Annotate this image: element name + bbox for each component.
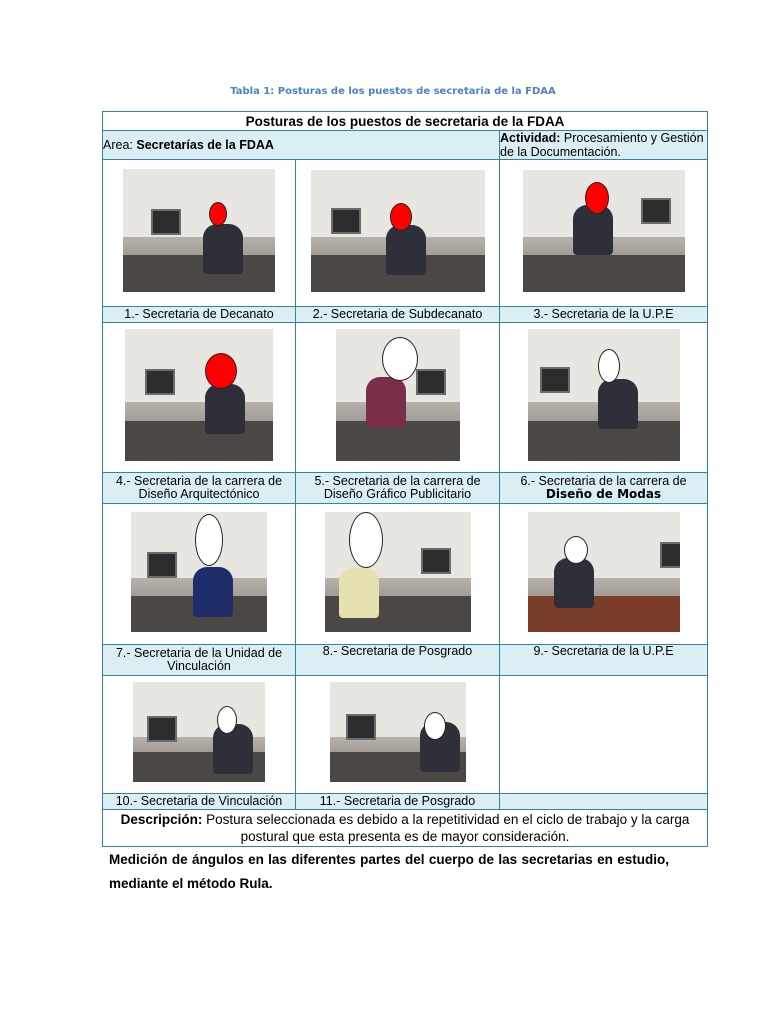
- photo-cell: [296, 160, 500, 307]
- photo-secretaria-diseno-modas: [528, 329, 680, 461]
- photo-secretaria-vinculacion: [133, 682, 265, 782]
- face-mask: [585, 182, 609, 214]
- photo-secretaria-subdecanato: [311, 170, 485, 292]
- photo-cell: [296, 323, 500, 473]
- face-mask: [217, 706, 237, 734]
- photo-cell: [500, 160, 708, 307]
- footer-paragraph: Medición de ángulos en las diferentes partes del cuerpo de las secretarias en estudio, mediante el método Rula.: [109, 852, 669, 891]
- table-caption: Tabla 1: Posturas de los puestos de secretaria de la FDAA: [230, 86, 556, 97]
- photo-secretaria-unidad-vinculacion: [131, 512, 267, 632]
- face-mask: [382, 337, 418, 381]
- caption-1: 1.- Secretaria de Decanato: [103, 307, 296, 323]
- photo-secretaria-diseno-grafico: [336, 329, 460, 461]
- caption-7: 7.- Secretaria de la Unidad de Vinculación: [103, 645, 296, 676]
- caption-6: [500, 473, 708, 504]
- face-mask: [598, 349, 620, 383]
- photo-secretaria-upe-2: [528, 512, 680, 632]
- face-mask: [349, 512, 383, 568]
- area-cell: [103, 131, 500, 160]
- photo-secretaria-posgrado: [325, 512, 471, 632]
- photo-cell: [103, 676, 296, 794]
- description-text: Postura seleccionada es debido a la repetitividad en el ciclo de trabajo y la carga postural que esta presenta es de mayor consideración.: [202, 812, 690, 844]
- photo-cell: [500, 323, 708, 473]
- photo-cell: [103, 323, 296, 473]
- caption-4: 4.- Secretaria de la carrera de Diseño Arquitectónico: [103, 473, 296, 504]
- face-mask: [424, 712, 446, 740]
- caption-6-line-1: 6.- Secretaria de la carrera de: [520, 474, 687, 488]
- area-label: Area:: [103, 138, 137, 152]
- face-mask: [195, 514, 223, 566]
- photo-secretaria-decanato: [123, 169, 275, 292]
- activity-value: Procesamiento y Gestión de la Documentación.: [500, 131, 704, 159]
- caption-10: 10.- Secretaria de Vinculación: [103, 794, 296, 810]
- table-title: Posturas de los puestos de secretaria de la FDAA: [103, 112, 708, 131]
- photo-secretaria-diseno-arquitectonico: [125, 329, 273, 461]
- caption-3: 3.- Secretaria de la U.P.E: [500, 307, 708, 323]
- face-mask: [209, 202, 227, 226]
- description-cell: [103, 810, 708, 847]
- description-label: Descripción:: [120, 812, 203, 827]
- caption-9: 9.- Secretaria de la U.P.E: [500, 645, 708, 676]
- caption-6-line-2: Diseño de Modas: [545, 487, 662, 501]
- photo-cell: [103, 160, 296, 307]
- caption-5: 5.- Secretaria de la carrera de Diseño Gráfico Publicitario: [296, 473, 500, 504]
- postures-table: [102, 111, 708, 847]
- face-mask: [390, 203, 412, 231]
- photo-cell: [296, 504, 500, 645]
- photo-secretaria-upe: [523, 170, 685, 292]
- empty-caption: [500, 794, 708, 810]
- caption-8: 8.- Secretaria de Posgrado: [296, 645, 500, 676]
- caption-11: 11.- Secretaria de Posgrado: [296, 794, 500, 810]
- activity-label: Actividad:: [500, 131, 564, 145]
- activity-cell: [500, 131, 708, 160]
- caption-2: 2.- Secretaria de Subdecanato: [296, 307, 500, 323]
- empty-cell: [500, 676, 708, 794]
- photo-cell: [500, 504, 708, 645]
- photo-cell: [103, 504, 296, 645]
- face-mask: [564, 536, 588, 564]
- photo-cell: [296, 676, 500, 794]
- photo-secretaria-posgrado-2: [330, 682, 466, 782]
- area-value: Secretarías de la FDAA: [136, 138, 274, 152]
- face-mask: [205, 353, 237, 389]
